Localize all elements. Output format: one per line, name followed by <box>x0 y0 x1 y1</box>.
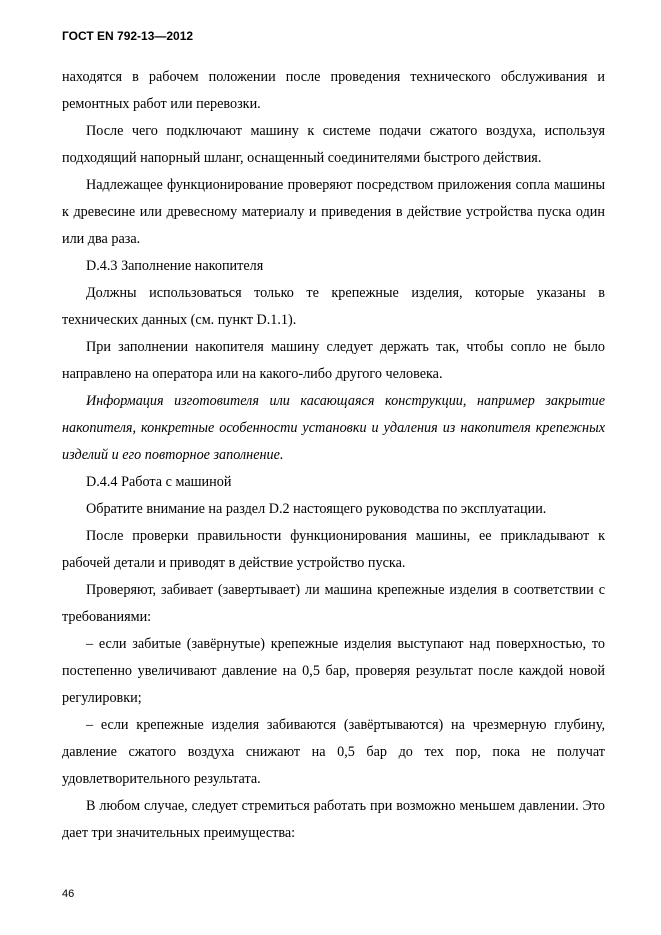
paragraph-2: После чего подключают машину к системе подачи сжатого воздуха, используя подходящий напорный шланг, оснащенный соединителями быстрого действия. <box>62 123 605 166</box>
list-item-2: – если крепежные изделия забиваются (завёртываются) на чрезмерную глубину, давление сжатого воздуха снижают на 0,5 бар до тех пор, пока не получат удовлетворительного результата. <box>62 717 605 787</box>
page-number: 46 <box>62 888 75 900</box>
document-header: ГОСТ EN 792-13—2012 <box>62 29 194 43</box>
section-heading-d43: D.4.3 Заполнение накопителя <box>86 258 264 274</box>
paragraph-7: После проверки правильности функционирования машины, ее прикладывают к рабочей детали и приводят в действие устройство пуска. <box>62 528 605 571</box>
paragraph-4: Должны использоваться только те крепежные изделия, которые указаны в технических данных (см. пункт D.1.1). <box>62 285 605 328</box>
paragraph-6: Обратите внимание на раздел D.2 настоящего руководства по эксплуатации. <box>86 501 547 517</box>
list-item-1: – если забитые (завёрнутые) крепежные изделия выступают над поверхностью, то постепенно увеличивают давление на 0,5 бар, проверяя результат после каждой новой регулировки; <box>62 636 605 706</box>
paragraph-3: Надлежащее функционирование проверяют посредством приложения сопла машины к древесине или древесному материалу и приведения в действие устройства пуска один или два раза. <box>62 177 605 247</box>
paragraph-9: В любом случае, следует стремиться работать при возможно меньшем давлении. Это дает три значительных преимущества: <box>62 798 605 841</box>
paragraph-5: При заполнении накопителя машину следует держать так, чтобы сопло не было направлено на оператора или на какого-либо другого человека. <box>62 339 605 382</box>
paragraph-8: Проверяют, забивает (завертывает) ли машина крепежные изделия в соответствии с требованиями: <box>62 582 605 625</box>
manufacturer-info-note: Информация изготовителя или касающаяся конструкции, например закрытие накопителя, конкретные особенности установки и удаления из накопителя крепежных изделий и его повторное заполнение. <box>62 393 605 463</box>
paragraph-1: находятся в рабочем положении после проведения технического обслуживания и ремонтных работ или перевозки. <box>62 69 605 112</box>
section-heading-d44: D.4.4 Работа с машиной <box>86 474 232 490</box>
document-body <box>62 64 605 847</box>
